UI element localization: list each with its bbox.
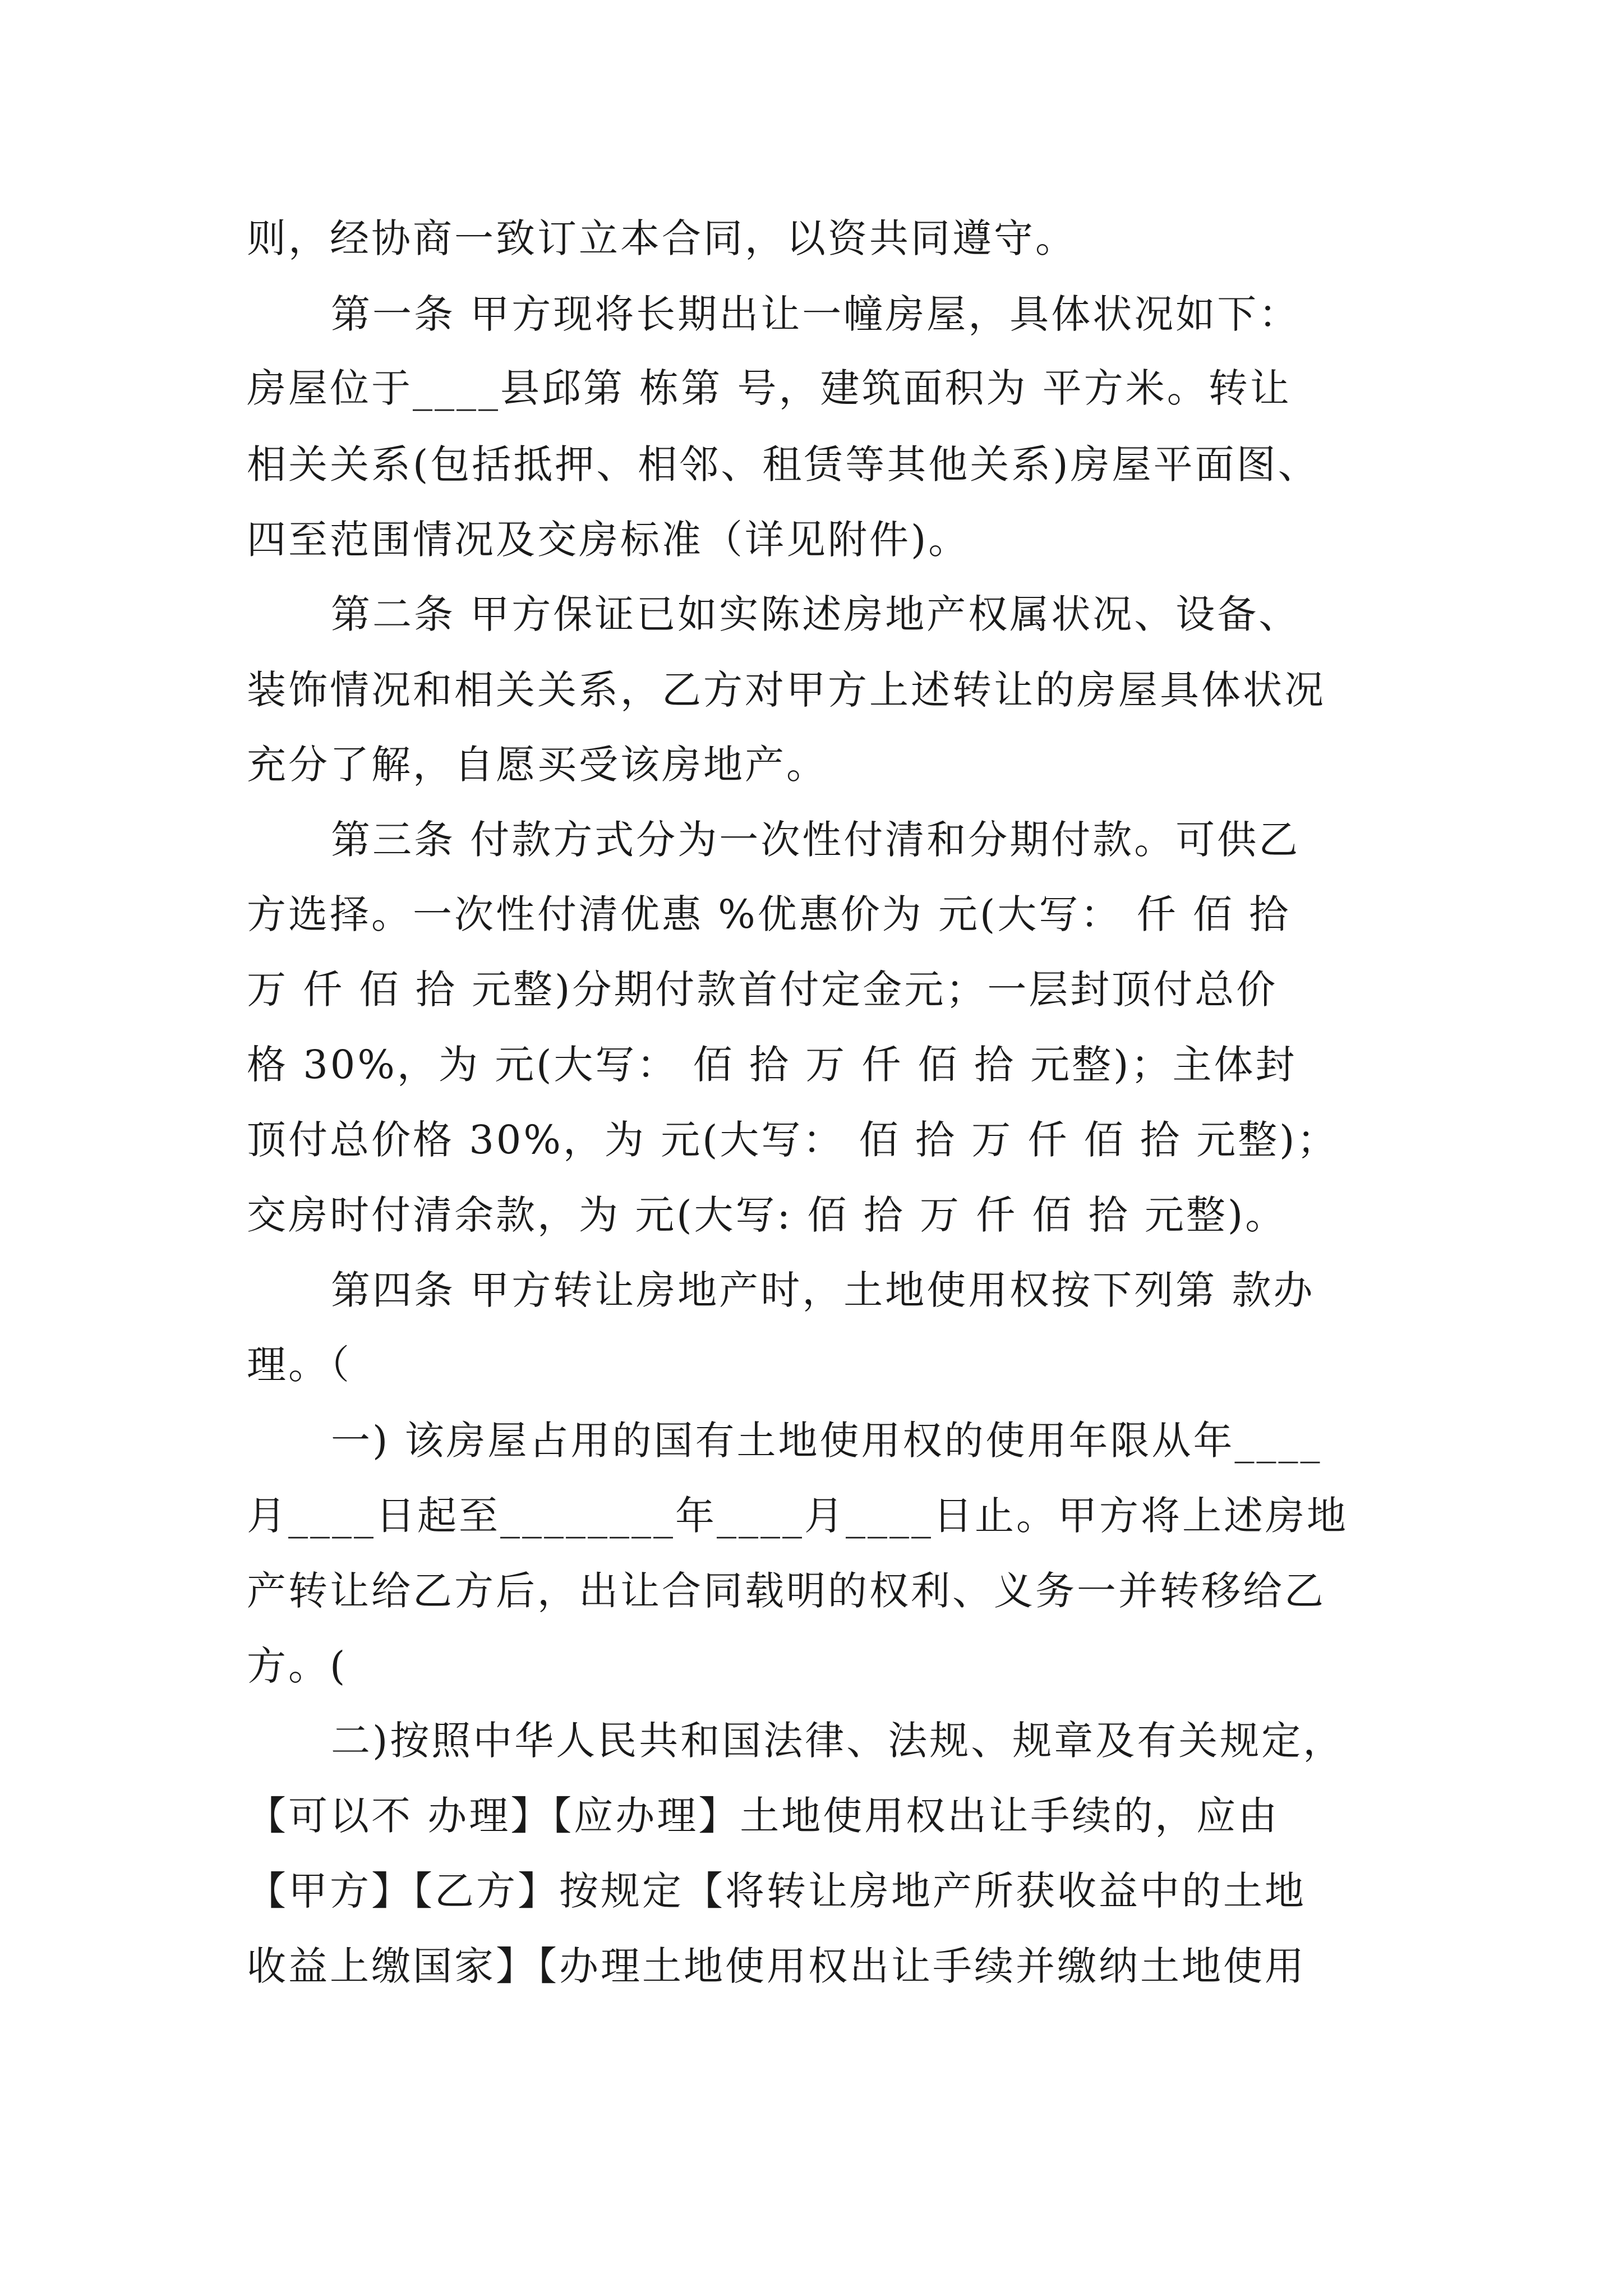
article-4-heading: 第四条 甲方转让房地产时，土地使用权按下列第 款办 bbox=[331, 1267, 1315, 1313]
paragraph-line: 交房时付清余款，为 元(大写: 佰 拾 万 仟 佰 拾 元整)。 bbox=[247, 1192, 1287, 1238]
paragraph-line: 收益上缴国家】【办理土地使用权出让手续并缴纳土地使用 bbox=[247, 1943, 1306, 1989]
paragraph-line: 方选择。一次性付清优惠 %优惠价为 元(大写： 仟 佰 拾 bbox=[247, 891, 1291, 937]
paragraph-line: 则，经协商一致订立本合同，以资共同遵守。 bbox=[247, 215, 1077, 261]
article-2-heading: 第二条 甲方保证已如实陈述房地产权属状况、设备、 bbox=[331, 591, 1301, 637]
paragraph-line: 理。（ bbox=[247, 1342, 352, 1388]
paragraph-line: 【可以不 办理】【应办理】土地使用权出让手续的，应由 bbox=[247, 1793, 1280, 1839]
paragraph-line: 产转让给乙方后，出让合同载明的权利、义务一并转移给乙 bbox=[247, 1568, 1326, 1614]
paragraph-line: 顶付总价格 30%，为 元(大写： 佰 拾 万 仟 佰 拾 元整)； bbox=[247, 1117, 1339, 1163]
paragraph-line: 充分了解，自愿买受该房地产。 bbox=[247, 742, 828, 788]
clause-1: 一) 该房屋占用的国有土地使用权的使用年限从年____ bbox=[331, 1418, 1322, 1464]
paragraph-line: 四至范围情况及交房标准（详见附件)。 bbox=[247, 517, 970, 563]
paragraph-line: 装饰情况和相关关系，乙方对甲方上述转让的房屋具体状况 bbox=[247, 667, 1326, 713]
paragraph-line: 相关关系(包括抵押、相邻、租赁等其他关系)房屋平面图、 bbox=[247, 441, 1320, 487]
paragraph-line: 【甲方】【乙方】按规定【将转让房地产所获收益中的土地 bbox=[247, 1868, 1306, 1914]
clause-2: 二)按照中华人民共和国法律、法规、规章及有关规定， bbox=[331, 1718, 1345, 1764]
article-1-heading: 第一条 甲方现将长期出让一幢房屋，具体状况如下： bbox=[331, 291, 1301, 337]
paragraph-line: 万 仟 佰 拾 元整)分期付款首付定金元；一层封顶付总价 bbox=[247, 967, 1278, 1013]
paragraph-line: 月____日起至________年____月____日止。甲方将上述房地 bbox=[247, 1493, 1348, 1539]
paragraph-line: 方。( bbox=[247, 1643, 348, 1689]
paragraph-line: 格 30%，为 元(大写： 佰 拾 万 仟 佰 拾 元整)；主体封 bbox=[247, 1042, 1297, 1088]
article-3-heading: 第三条 付款方式分为一次性付清和分期付款。可供乙 bbox=[331, 817, 1301, 863]
paragraph-line: 房屋位于____县邱第 栋第 号，建筑面积为 平方米。转让 bbox=[247, 365, 1292, 411]
